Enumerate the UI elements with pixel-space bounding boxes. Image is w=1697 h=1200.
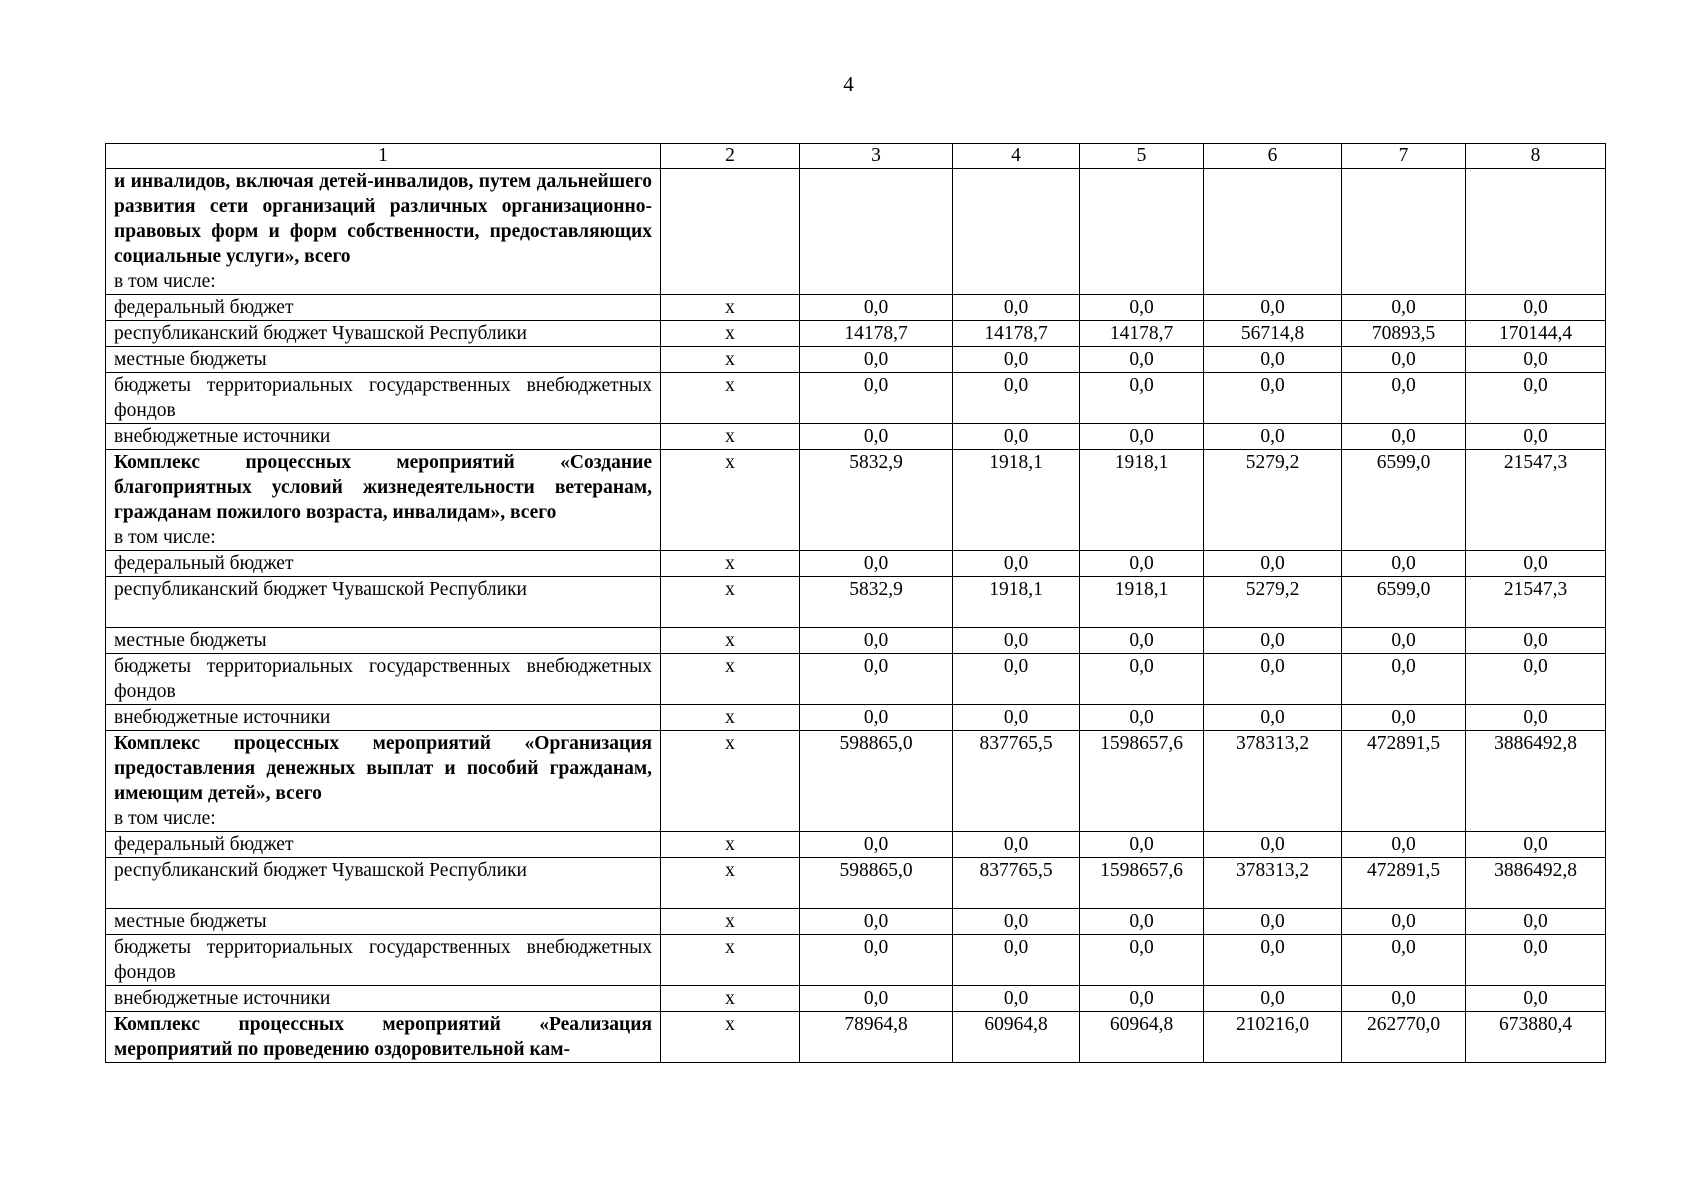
budget-line-row [106, 551, 1606, 577]
column-2-cell: х [661, 705, 800, 731]
row-label-cell: федеральный бюджет [106, 832, 661, 858]
value-cell: 21547,3 [1466, 577, 1606, 628]
budget-line-row [106, 373, 1606, 424]
column-2-cell: х [661, 731, 800, 832]
budget-line-row [106, 986, 1606, 1012]
row-label-cell: внебюджетные источники [106, 986, 661, 1012]
value-cell: 0,0 [953, 909, 1080, 935]
value-cell [953, 169, 1080, 295]
value-cell: 170144,4 [1466, 321, 1606, 347]
value-cell: 0,0 [1204, 832, 1342, 858]
value-cell: 0,0 [1466, 986, 1606, 1012]
page-number: 4 [843, 72, 854, 96]
value-cell: 0,0 [1342, 705, 1466, 731]
value-cell: 0,0 [953, 986, 1080, 1012]
program-title: Комплекс процессных мероприятий «Реализация мероприятий по проведению оздоровительной кам- [114, 1014, 652, 1060]
value-cell: 0,0 [800, 424, 953, 450]
column-2-cell: х [661, 832, 800, 858]
budget-line-row [106, 321, 1606, 347]
program-row [106, 450, 1606, 551]
value-cell: 0,0 [1204, 347, 1342, 373]
value-cell: 0,0 [1466, 909, 1606, 935]
value-cell: 837765,5 [953, 858, 1080, 909]
column-2-cell: х [661, 628, 800, 654]
value-cell: 0,0 [1204, 628, 1342, 654]
value-cell: 0,0 [1466, 373, 1606, 424]
value-cell: 5279,2 [1204, 450, 1342, 551]
value-cell: 598865,0 [800, 731, 953, 832]
program-title: Комплекс процессных мероприятий «Создание благоприятных условий жизнедеятельности ветеранам, гражданам пожилого возраста, инвалидам», всего [114, 452, 652, 523]
column-2-cell: х [661, 654, 800, 705]
row-label-cell: федеральный бюджет [106, 551, 661, 577]
value-cell: 0,0 [1466, 654, 1606, 705]
value-cell: 837765,5 [953, 731, 1080, 832]
value-cell: 0,0 [1080, 295, 1204, 321]
value-cell: 262770,0 [1342, 1012, 1466, 1063]
value-cell: 598865,0 [800, 858, 953, 909]
value-cell: 472891,5 [1342, 731, 1466, 832]
value-cell: 0,0 [953, 628, 1080, 654]
value-cell: 0,0 [800, 986, 953, 1012]
value-cell: 0,0 [1080, 551, 1204, 577]
value-cell: 0,0 [1080, 909, 1204, 935]
value-cell: 472891,5 [1342, 858, 1466, 909]
column-2-cell: х [661, 551, 800, 577]
row-label-cell: внебюджетные источники [106, 424, 661, 450]
value-cell: 0,0 [1342, 373, 1466, 424]
row-label-cell [106, 731, 661, 832]
value-cell: 0,0 [953, 935, 1080, 986]
value-cell: 14178,7 [1080, 321, 1204, 347]
value-cell: 1918,1 [1080, 577, 1204, 628]
column-2-cell: х [661, 1012, 800, 1063]
value-cell: 0,0 [1466, 705, 1606, 731]
value-cell: 78964,8 [800, 1012, 953, 1063]
value-cell: 0,0 [953, 832, 1080, 858]
value-cell: 0,0 [1466, 935, 1606, 986]
header-cell: 6 [1204, 144, 1342, 169]
value-cell: 0,0 [1080, 935, 1204, 986]
value-cell: 70893,5 [1342, 321, 1466, 347]
value-cell: 21547,3 [1466, 450, 1606, 551]
table-body [106, 144, 1606, 1063]
value-cell: 673880,4 [1466, 1012, 1606, 1063]
value-cell: 5279,2 [1204, 577, 1342, 628]
value-cell: 0,0 [953, 424, 1080, 450]
program-row [106, 1012, 1606, 1063]
program-title: Комплекс процессных мероприятий «Организация предоставления денежных выплат и пособий гражданам, имеющим детей», всего [114, 733, 652, 804]
header-cell: 4 [953, 144, 1080, 169]
value-cell: 0,0 [1204, 295, 1342, 321]
value-cell: 0,0 [800, 295, 953, 321]
value-cell: 0,0 [953, 551, 1080, 577]
row-label-cell [106, 1012, 661, 1063]
budget-line-row [106, 935, 1606, 986]
budget-line-row [106, 832, 1606, 858]
row-label-cell: федеральный бюджет [106, 295, 661, 321]
column-2-cell: х [661, 577, 800, 628]
value-cell: 0,0 [1204, 705, 1342, 731]
value-cell: 0,0 [1466, 424, 1606, 450]
value-cell: 0,0 [1204, 935, 1342, 986]
value-cell: 1918,1 [953, 577, 1080, 628]
value-cell [1466, 169, 1606, 295]
value-cell: 0,0 [800, 832, 953, 858]
budget-line-row [106, 909, 1606, 935]
value-cell: 6599,0 [1342, 577, 1466, 628]
column-2-cell: х [661, 321, 800, 347]
row-label-cell: республиканский бюджет Чувашской Республики [106, 858, 661, 909]
value-cell: 0,0 [800, 654, 953, 705]
value-cell: 0,0 [1342, 986, 1466, 1012]
budget-line-row [106, 347, 1606, 373]
value-cell: 1598657,6 [1080, 858, 1204, 909]
budget-line-row [106, 424, 1606, 450]
program-subtitle: в том числе: [114, 808, 216, 829]
value-cell: 0,0 [1204, 986, 1342, 1012]
value-cell: 0,0 [1204, 654, 1342, 705]
value-cell: 0,0 [1080, 986, 1204, 1012]
row-label-cell: местные бюджеты [106, 628, 661, 654]
row-label-cell: бюджеты территориальных государственных внебюджетных фондов [106, 935, 661, 986]
value-cell: 0,0 [953, 373, 1080, 424]
row-label-cell: местные бюджеты [106, 347, 661, 373]
value-cell: 1598657,6 [1080, 731, 1204, 832]
value-cell: 0,0 [1466, 295, 1606, 321]
row-label-cell: республиканский бюджет Чувашской Республики [106, 321, 661, 347]
value-cell: 0,0 [1466, 551, 1606, 577]
budget-table [105, 143, 1606, 1063]
row-label-cell: бюджеты территориальных государственных внебюджетных фондов [106, 654, 661, 705]
budget-line-row [106, 628, 1606, 654]
column-2-cell: х [661, 935, 800, 986]
value-cell: 0,0 [800, 705, 953, 731]
budget-line-row [106, 654, 1606, 705]
budget-line-row [106, 577, 1606, 628]
value-cell: 0,0 [1080, 347, 1204, 373]
value-cell: 0,0 [1342, 295, 1466, 321]
value-cell: 210216,0 [1204, 1012, 1342, 1063]
value-cell: 0,0 [1342, 832, 1466, 858]
value-cell: 3886492,8 [1466, 858, 1606, 909]
header-row [106, 144, 1606, 169]
value-cell: 3886492,8 [1466, 731, 1606, 832]
value-cell: 0,0 [800, 551, 953, 577]
column-2-cell: х [661, 347, 800, 373]
header-cell: 8 [1466, 144, 1606, 169]
value-cell: 0,0 [953, 705, 1080, 731]
value-cell: 0,0 [1080, 832, 1204, 858]
column-2-cell [661, 169, 800, 295]
value-cell: 0,0 [1080, 424, 1204, 450]
header-cell: 7 [1342, 144, 1466, 169]
value-cell: 0,0 [1342, 424, 1466, 450]
value-cell: 0,0 [1080, 373, 1204, 424]
value-cell [1080, 169, 1204, 295]
value-cell: 0,0 [953, 654, 1080, 705]
value-cell [1204, 169, 1342, 295]
value-cell: 0,0 [1466, 628, 1606, 654]
value-cell: 0,0 [1466, 347, 1606, 373]
value-cell: 56714,8 [1204, 321, 1342, 347]
value-cell: 1918,1 [953, 450, 1080, 551]
value-cell: 378313,2 [1204, 858, 1342, 909]
value-cell: 14178,7 [953, 321, 1080, 347]
row-label-cell: внебюджетные источники [106, 705, 661, 731]
value-cell: 0,0 [1204, 424, 1342, 450]
row-label-cell: местные бюджеты [106, 909, 661, 935]
value-cell: 0,0 [800, 373, 953, 424]
header-cell: 3 [800, 144, 953, 169]
value-cell: 0,0 [800, 935, 953, 986]
header-cell: 1 [106, 144, 661, 169]
program-row [106, 731, 1606, 832]
value-cell: 0,0 [1342, 654, 1466, 705]
value-cell: 0,0 [1342, 551, 1466, 577]
budget-line-row [106, 295, 1606, 321]
value-cell: 0,0 [1342, 935, 1466, 986]
value-cell: 14178,7 [800, 321, 953, 347]
value-cell: 0,0 [1342, 347, 1466, 373]
header-cell: 2 [661, 144, 800, 169]
column-2-cell: х [661, 450, 800, 551]
column-2-cell: х [661, 295, 800, 321]
row-label-cell: республиканский бюджет Чувашской Республики [106, 577, 661, 628]
value-cell: 5832,9 [800, 577, 953, 628]
column-2-cell: х [661, 986, 800, 1012]
value-cell: 0,0 [1080, 654, 1204, 705]
header-cell: 5 [1080, 144, 1204, 169]
value-cell: 6599,0 [1342, 450, 1466, 551]
value-cell: 0,0 [1466, 832, 1606, 858]
value-cell: 60964,8 [1080, 1012, 1204, 1063]
value-cell: 0,0 [800, 347, 953, 373]
row-label-cell: бюджеты территориальных государственных внебюджетных фондов [106, 373, 661, 424]
value-cell: 378313,2 [1204, 731, 1342, 832]
value-cell [800, 169, 953, 295]
column-2-cell: х [661, 424, 800, 450]
value-cell: 5832,9 [800, 450, 953, 551]
budget-line-row [106, 858, 1606, 909]
value-cell: 60964,8 [953, 1012, 1080, 1063]
value-cell: 0,0 [1204, 373, 1342, 424]
value-cell: 0,0 [1204, 551, 1342, 577]
value-cell: 0,0 [800, 628, 953, 654]
value-cell: 0,0 [800, 909, 953, 935]
program-row [106, 169, 1606, 295]
program-title: и инвалидов, включая детей-инвалидов, путем дальнейшего развития сети организаций различных организационно-правовых форм и форм собственности, предоставляющих социальные услуги», всего [114, 171, 652, 267]
value-cell: 0,0 [1342, 909, 1466, 935]
budget-line-row [106, 705, 1606, 731]
program-subtitle: в том числе: [114, 271, 216, 292]
column-2-cell: х [661, 909, 800, 935]
value-cell: 0,0 [953, 295, 1080, 321]
row-label-cell [106, 169, 661, 295]
value-cell: 0,0 [953, 347, 1080, 373]
row-label-cell [106, 450, 661, 551]
value-cell [1342, 169, 1466, 295]
program-subtitle: в том числе: [114, 527, 216, 548]
column-2-cell: х [661, 373, 800, 424]
value-cell: 1918,1 [1080, 450, 1204, 551]
value-cell: 0,0 [1342, 628, 1466, 654]
value-cell: 0,0 [1080, 628, 1204, 654]
column-2-cell: х [661, 858, 800, 909]
value-cell: 0,0 [1080, 705, 1204, 731]
value-cell: 0,0 [1204, 909, 1342, 935]
